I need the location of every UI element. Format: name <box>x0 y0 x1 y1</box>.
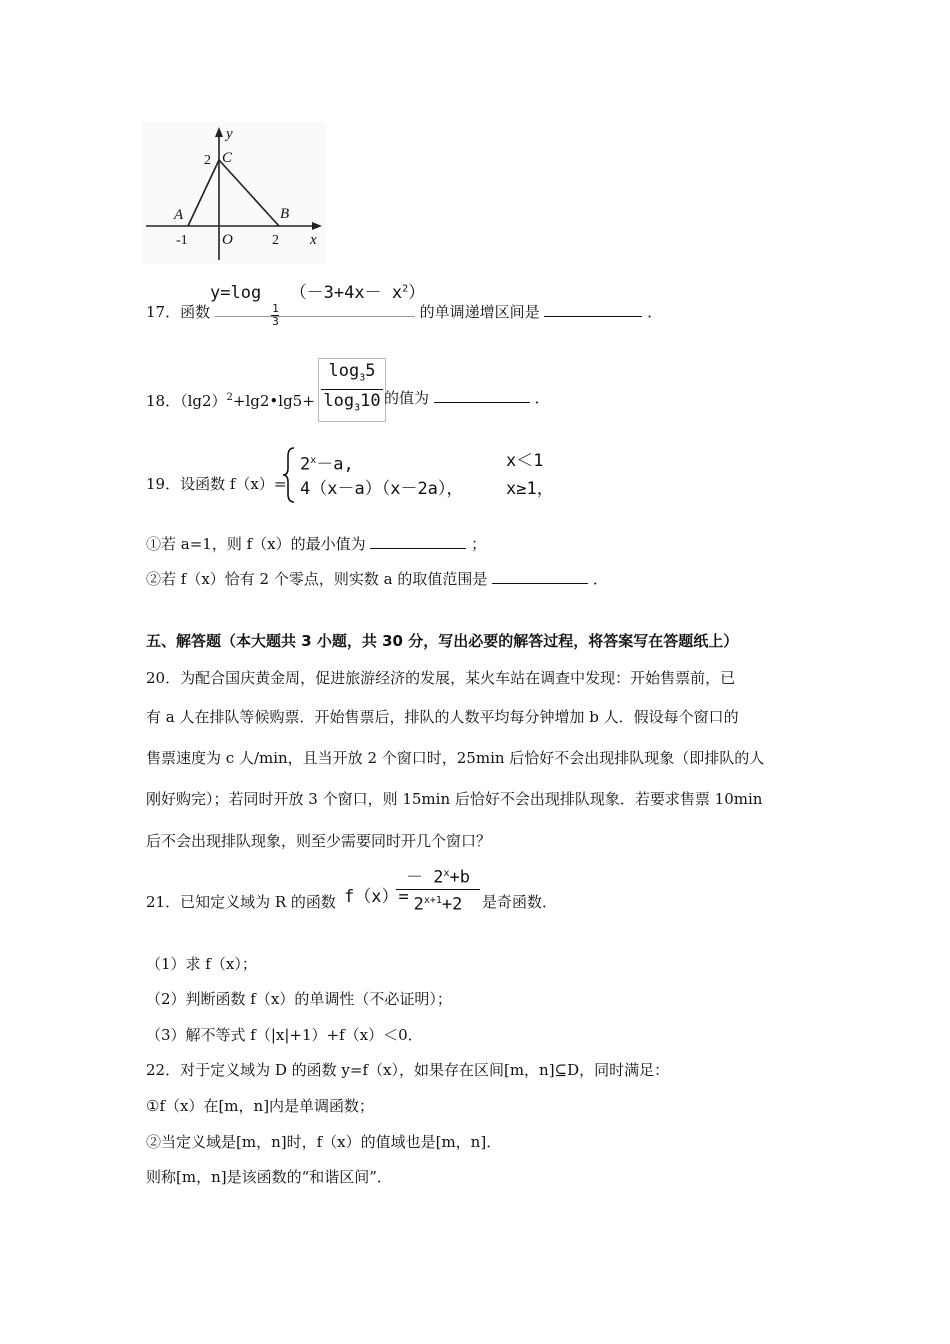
q21-prefix: 21．已知定义域为 R 的函数 <box>146 893 336 911</box>
q20-line-5: 后不会出现排队现象，则至少需要同时开几个窗口？ <box>146 832 492 850</box>
q17-exponent: 2 <box>402 283 409 295</box>
q21-den-head: 2 <box>413 894 424 915</box>
q19-case1-rest: －a, <box>316 454 354 475</box>
q19-case2-cond-text: x≥1 <box>506 479 537 499</box>
q18-numerator <box>329 361 376 388</box>
q17-answer-blank <box>544 302 642 317</box>
triangle-graph <box>142 122 326 264</box>
q22-line-4: 则称[m，n]是该函数的“和谐区间”． <box>146 1168 392 1186</box>
q18-den-log: log <box>323 391 355 412</box>
q17-base-num: 1 <box>272 302 279 315</box>
q20-line-3: 售票速度为 c 人/min，且当开放 2 个窗口时，25min 后恰好不会出现排队现象（即排队的人 <box>146 749 765 767</box>
q19-case-2: 4（x－a）（x－2a）， <box>300 479 464 499</box>
q19-brace-svg <box>282 446 296 504</box>
q18-den-arg: 10 <box>360 391 381 412</box>
section-5-heading: 五、解答题（本大题共 3 小题，共 30 分，写出必要的解答过程，将答案写在答题纸上） <box>146 632 739 650</box>
q18-middle: +lg2•lg5+ <box>232 392 315 410</box>
q18-tail <box>384 388 550 408</box>
q21-num-rest: +b <box>449 867 470 888</box>
y-axis-label: y <box>226 126 233 142</box>
q18-end: ． <box>534 389 550 407</box>
q21-den-rest: +2 <box>441 894 463 915</box>
q17-base-den: 3 <box>272 315 279 328</box>
q18-num-arg: 5 <box>365 361 376 381</box>
q18-den-sub: 3 <box>354 402 361 414</box>
q21-num-head: － 2 <box>406 867 444 888</box>
q17-close: ） <box>408 283 426 303</box>
q21-num-sup: x <box>443 868 450 879</box>
q19-part2 <box>146 569 608 589</box>
q17-formula-head: y=log <box>210 283 262 303</box>
q18-line <box>146 388 315 411</box>
q21-suffix: 是奇函数． <box>482 893 558 911</box>
q19-part2-text: ②若 f（x）恰有 2 个零点，则实数 a 的取值范围是 <box>146 570 488 588</box>
q19-case-1 <box>300 450 354 476</box>
q19-case1-sup: x <box>310 455 317 466</box>
q19-case2-cond <box>506 478 554 500</box>
q19-case1-cond: x＜1 <box>506 451 544 471</box>
q18-denominator <box>323 391 380 418</box>
q19-part1 <box>146 534 486 554</box>
q18-prefix: 18．（lg2） <box>146 392 227 410</box>
q19-part1-blank <box>370 534 466 549</box>
tick-label-2y: 2 <box>204 153 211 168</box>
q21-fraction <box>396 864 480 914</box>
graph-svg <box>142 122 326 264</box>
q18-fraction <box>318 358 386 422</box>
q21-fraction-bar <box>396 889 480 890</box>
point-b-label: B <box>280 206 290 222</box>
q18-suffix: 的值为 <box>384 389 430 407</box>
q17-prefix: 17．函数 <box>146 303 211 321</box>
q19-case1-expr: 2 <box>300 454 311 475</box>
q19-part2-end: ． <box>592 570 608 588</box>
q22-line-2: ①f（x）在[m，n]内是单调函数； <box>146 1097 375 1115</box>
point-c-label: C <box>222 150 233 166</box>
tick-label-neg1: -1 <box>176 233 188 248</box>
q18-num-log: log <box>328 361 360 381</box>
q19-tail: ， <box>536 479 554 499</box>
q21-lhs: f（x）= <box>344 887 409 907</box>
q19-brace <box>282 446 296 508</box>
q20-line-2: 有 a 人在排队等候购票．开始售票后，排队的人数平均每分钟增加 b 人．假设每个窗口的 <box>146 708 739 726</box>
q17-suffix: 的单调递增区间是 <box>419 303 540 321</box>
x-axis-label: x <box>310 232 317 248</box>
origin-label: O <box>222 232 233 248</box>
q17-argument: （－3+4x－ x <box>289 283 403 303</box>
tick-label-2x: 2 <box>272 233 279 248</box>
q21-den-sup: x+1 <box>423 894 442 906</box>
q20-line-4: 刚好购完）；若同时开放 3 个窗口，则 15min 后恰好不会出现排队现象．若要求售票 10min <box>146 790 763 808</box>
q21-item-1: （1）求 f（x）； <box>146 955 257 973</box>
q17-formula-underline <box>215 302 415 317</box>
point-a-label: A <box>174 207 184 223</box>
q18-answer-blank <box>434 388 530 403</box>
q21-item-3: （3）解不等式 f（|x|+1）+f（x）＜0． <box>146 1026 423 1044</box>
q19-part2-blank <box>492 569 588 584</box>
q22-line-1: 22．对于定义域为 D 的函数 y=f（x），如果存在区间[m，n]⊆D，同时满足： <box>146 1061 670 1079</box>
q19-part1-end: ； <box>471 535 487 553</box>
q21-item-2: （2）判断函数 f（x）的单调性（不必证明）； <box>146 990 452 1008</box>
q21-denominator <box>414 891 463 915</box>
q21-numerator <box>406 864 470 888</box>
q18-fraction-bar <box>321 389 383 390</box>
q19-part1-text: ①若 a=1，则 f（x）的最小值为 <box>146 535 366 553</box>
q20-line-1: 20．为配合国庆黄金周，促进旅游经济的发展，某火车站在调查中发现：开始售票前，已 <box>146 669 736 687</box>
q18-sup: 2 <box>226 392 233 403</box>
q18-num-sub: 3 <box>359 372 366 384</box>
q22-line-3: ②当定义域是[m，n]时，f（x）的值域也是[m，n]． <box>146 1133 502 1151</box>
q17-line <box>146 302 662 322</box>
q19-prefix: 19．设函数 f（x）= <box>146 475 287 493</box>
q17-end: ． <box>647 303 663 321</box>
